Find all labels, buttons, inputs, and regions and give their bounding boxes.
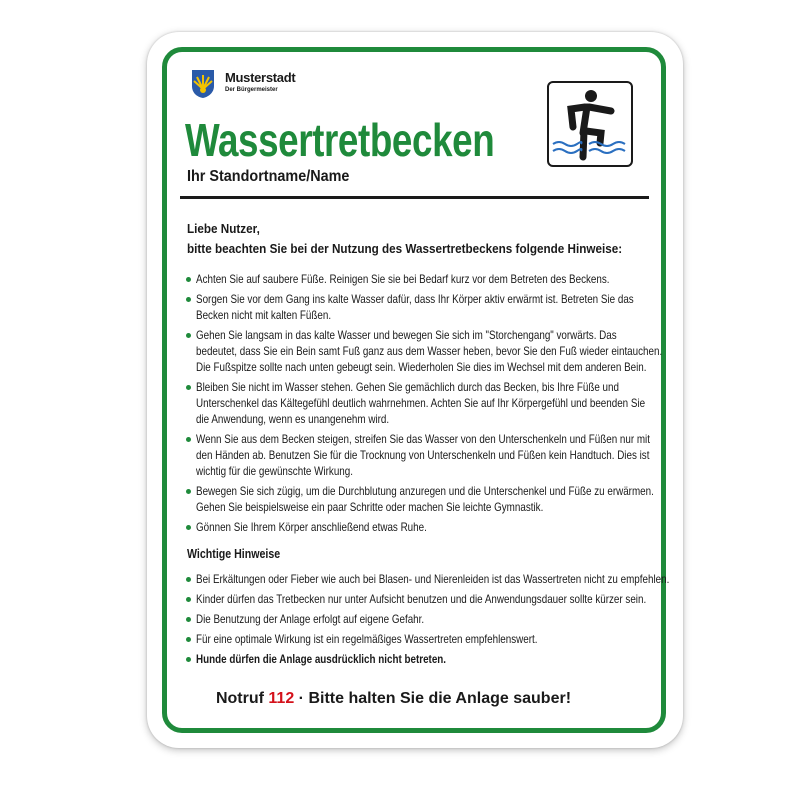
important-item: Bei Erkältungen oder Fieber wie auch bei Blasen- und Nierenleiden ist das Wassertreten nicht zu empfehlen. xyxy=(196,572,670,586)
bullet-icon xyxy=(186,637,191,642)
rule-text-line: bedeutet, dass Sie ein Bein samt Fuß ganz aus dem Wasser heben, bevor Sie den Fuß wieder eintauchen. xyxy=(196,344,663,358)
bullet-icon xyxy=(186,525,191,530)
bullet-icon xyxy=(186,489,191,494)
rule-text-line: Unterschenkel das Kältegefühl deutlich wahrnehmen. Achten Sie auf Ihr Körpergefühl und beenden Sie xyxy=(196,396,646,410)
bullet-icon xyxy=(186,617,191,622)
bullet-icon xyxy=(186,437,191,442)
rule-text-line: Sorgen Sie vor dem Gang ins kalte Wasser dafür, dass Ihr Körper aktiv erwärmt ist. Betreten Sie das xyxy=(196,292,634,306)
rule-text-line: Achten Sie auf saubere Füße. Reinigen Sie sie bei Bedarf kurz vor dem Betreten des Beckens. xyxy=(196,272,610,286)
divider xyxy=(180,196,649,199)
important-heading: Wichtige Hinweise xyxy=(187,547,281,561)
rule-text-line: Bleiben Sie nicht im Wasser stehen. Gehen Sie gemächlich durch das Becken, bis Ihre Füße und xyxy=(196,380,619,394)
wading-person-pictogram-icon xyxy=(547,81,633,167)
town-crest-icon xyxy=(191,69,215,99)
location-name: Ihr Standortname/Name xyxy=(187,168,350,185)
rule-text-line: Gönnen Sie Ihrem Körper anschließend etwas Ruhe. xyxy=(196,520,427,534)
rule-text-line: den Händen ab. Benutzen Sie für die Trocknung von Unterschenkeln und Füßen kein Handtuch. Dies ist xyxy=(196,448,650,462)
emergency-number: 112 xyxy=(268,690,295,707)
rule-text-line: Bewegen Sie sich zügig, um die Durchblutung anzuregen und die Unterschenkel und Füße zu erwärmen. xyxy=(196,484,654,498)
rule-text-line: wichtig für die gewünschte Wirkung. xyxy=(196,464,353,478)
rule-text-line: Becken nicht mit kalten Füßen. xyxy=(196,308,332,322)
town-name: Musterstadt xyxy=(225,70,296,85)
bullet-icon xyxy=(186,385,191,390)
important-item: Die Benutzung der Anlage erfolgt auf eigene Gefahr. xyxy=(196,612,425,626)
bullet-icon xyxy=(186,277,191,282)
bullet-icon xyxy=(186,297,191,302)
rule-text-line: Wenn Sie aus dem Becken steigen, streifen Sie das Wasser von den Unterschenkeln und Füßen nur mit xyxy=(196,432,650,446)
lead-text: bitte beachten Sie bei der Nutzung des Wassertretbeckens folgende Hinweise: xyxy=(187,241,623,256)
rule-text-line: die Anwendung, wenn es unangenehm wird. xyxy=(196,412,390,426)
rule-text-line: Die Fußspitze sollte nach unten gebeugt sein. Wiederholen Sie dies im Wechsel mit dem anderen Bein. xyxy=(196,360,647,374)
page-title: Wassertretbecken xyxy=(185,114,495,166)
important-item: Für eine optimale Wirkung ist ein regelmäßiges Wassertreten empfehlenswert. xyxy=(196,632,538,646)
bullet-icon xyxy=(186,577,191,582)
footer-prefix: Notruf xyxy=(215,690,269,707)
footer-suffix: · Bitte halten Sie die Anlage sauber! xyxy=(294,690,572,707)
footer-notice xyxy=(0,690,787,708)
bullet-icon xyxy=(186,597,191,602)
important-item: Hunde dürfen die Anlage ausdrücklich nicht betreten. xyxy=(196,652,447,666)
important-item: Kinder dürfen das Tretbecken nur unter Aufsicht benutzen und die Anwendungsdauer sollte kürzer sein. xyxy=(196,592,647,606)
office-name: Der Bürgermeister xyxy=(225,87,278,93)
bullet-icon xyxy=(186,333,191,338)
greeting: Liebe Nutzer, xyxy=(187,221,260,236)
bullet-icon xyxy=(186,657,191,662)
rule-text-line: Gehen Sie langsam in das kalte Wasser und bewegen Sie sich im "Storchengang" vorwärts. Das xyxy=(196,328,617,342)
rule-text-line: Gehen Sie beispielsweise ein paar Schritte oder machen Sie leichte Gymnastik. xyxy=(196,500,544,514)
